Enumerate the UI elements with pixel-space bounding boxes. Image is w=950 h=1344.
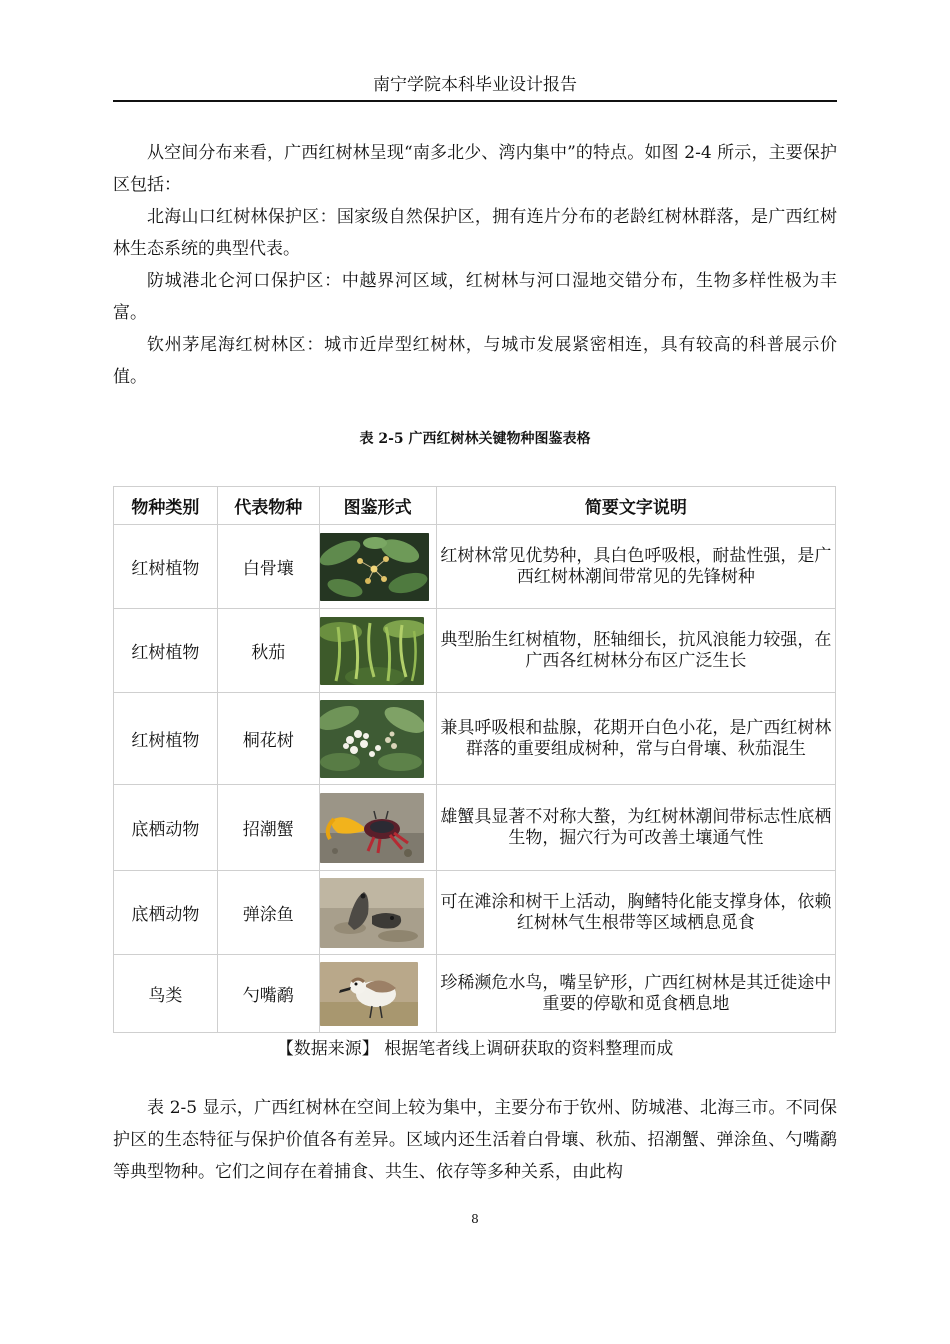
image-cell bbox=[319, 871, 436, 955]
category-cell: 红树植物 bbox=[114, 525, 218, 609]
category-cell: 红树植物 bbox=[114, 693, 218, 785]
description-cell: 雄蟹具显著不对称大螯，为红树林潮间带标志性底栖生物，掘穴行为可改善土壤通气性 bbox=[436, 785, 835, 871]
page-header: 南宁学院本科毕业设计报告 bbox=[373, 75, 577, 95]
table-caption: 表 2-5 广西红树林关键物种图鉴表格 bbox=[359, 431, 591, 447]
white-mangrove-photo-icon bbox=[320, 533, 429, 601]
species-cell: 白骨壤 bbox=[217, 525, 319, 609]
image-cell bbox=[319, 525, 436, 609]
column-header: 代表物种 bbox=[217, 487, 319, 525]
closing-paragraph: 表 2-5 显示，广西红树林在空间上较为集中，主要分布于钦州、防城港、北海三市。不同保护区的生态特征与保护价值各有差异。区域内还生活着白骨壤、秋茄、招潮蟹、弹涂鱼、勺嘴鹬等典型物种。它们之间存在着捕食、共生、依存等多种关系，由此构 bbox=[113, 1098, 837, 1182]
description-cell: 珍稀濒危水鸟，嘴呈铲形，广西红树林是其迁徙途中重要的停歇和觅食栖息地 bbox=[436, 955, 835, 1033]
kandelia-propagule-photo-icon bbox=[320, 617, 424, 685]
table-row bbox=[114, 785, 836, 871]
species-cell: 弹涂鱼 bbox=[217, 871, 319, 955]
description-cell: 兼具呼吸根和盐腺，花期开白色小花，是广西红树林群落的重要组成树种，常与白骨壤、秋茄混生 bbox=[436, 693, 835, 785]
table-row bbox=[114, 693, 836, 785]
image-cell bbox=[319, 955, 436, 1033]
table-row bbox=[114, 525, 836, 609]
table-header-row bbox=[114, 487, 836, 525]
species-cell: 秋茄 bbox=[217, 609, 319, 693]
intro-paragraph: 钦州茅尾海红树林区：城市近岸型红树林，与城市发展紧密相连，具有较高的科普展示价值。 bbox=[113, 335, 837, 387]
description-cell: 典型胎生红树植物，胚轴细长，抗风浪能力较强，在广西各红树林分布区广泛生长 bbox=[436, 609, 835, 693]
spoon-billed-sandpiper-photo-icon bbox=[320, 962, 418, 1026]
species-cell: 招潮蟹 bbox=[217, 785, 319, 871]
species-table bbox=[113, 486, 836, 1033]
intro-paragraph: 防城港北仑河口保护区：中越界河区域，红树林与河口湿地交错分布，生物多样性极为丰富。 bbox=[113, 271, 837, 323]
table-row bbox=[114, 871, 836, 955]
page-number: 8 bbox=[471, 1212, 479, 1226]
table-row bbox=[114, 955, 836, 1033]
image-cell bbox=[319, 785, 436, 871]
category-cell: 底栖动物 bbox=[114, 785, 218, 871]
category-cell: 红树植物 bbox=[114, 609, 218, 693]
aegiceras-flower-photo-icon bbox=[320, 700, 424, 778]
column-header: 简要文字说明 bbox=[436, 487, 835, 525]
fiddler-crab-photo-icon bbox=[320, 793, 424, 863]
species-cell: 桐花树 bbox=[217, 693, 319, 785]
description-cell: 可在滩涂和树干上活动，胸鳍特化能支撑身体，依赖红树林气生根带等区域栖息觅食 bbox=[436, 871, 835, 955]
table-source-note: 【数据来源】 根据笔者线上调研获取的资料整理而成 bbox=[276, 1039, 674, 1059]
image-cell bbox=[319, 609, 436, 693]
header-rule bbox=[113, 100, 837, 102]
description-cell: 红树林常见优势种，具白色呼吸根，耐盐性强，是广西红树林潮间带常见的先锋树种 bbox=[436, 525, 835, 609]
intro-paragraph: 北海山口红树林保护区：国家级自然保护区，拥有连片分布的老龄红树林群落，是广西红树林生态系统的典型代表。 bbox=[113, 207, 837, 259]
column-header: 物种类别 bbox=[114, 487, 218, 525]
image-cell bbox=[319, 693, 436, 785]
species-cell: 勺嘴鹬 bbox=[217, 955, 319, 1033]
intro-paragraph: 从空间分布来看，广西红树林呈现“南多北少、湾内集中”的特点。如图 2-4 所示，主要保护区包括： bbox=[113, 143, 837, 195]
closing-text bbox=[113, 1092, 837, 1188]
category-cell: 鸟类 bbox=[114, 955, 218, 1033]
intro-text bbox=[113, 137, 837, 393]
category-cell: 底栖动物 bbox=[114, 871, 218, 955]
table-row bbox=[114, 609, 836, 693]
mudskipper-photo-icon bbox=[320, 878, 424, 948]
column-header: 图鉴形式 bbox=[319, 487, 436, 525]
